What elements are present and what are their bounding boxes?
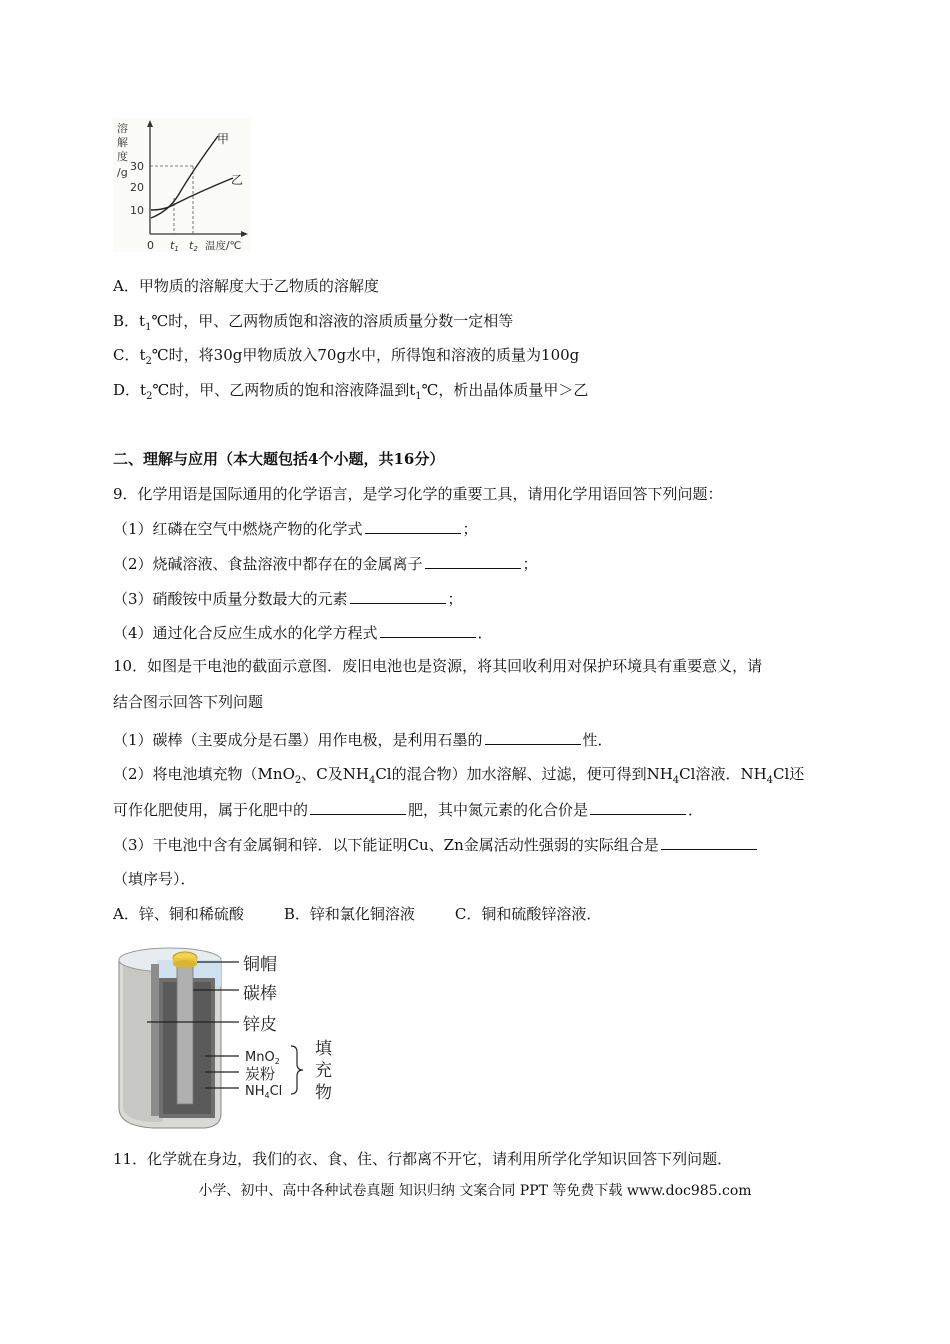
q9-part-4: （4）通过化合反应生成水的化学方程式 ． xyxy=(113,624,493,642)
page-footer: 小学、初中、高中各种试卷真题 知识归纳 文案合同 PPT 等免费下载 www.doc985.com xyxy=(198,1183,752,1199)
ylabel-char-1: 溶 xyxy=(117,122,128,135)
q10-option-c: C．铜和硫酸锌溶液． xyxy=(454,905,602,923)
zinc-shell xyxy=(151,964,159,1116)
label-nh4cl: $NH_4Cl$ xyxy=(245,1084,283,1100)
ytick-10: 10 xyxy=(130,204,144,217)
filler-char-2: 充 xyxy=(315,1061,332,1081)
curve-jia-label: 甲 xyxy=(217,132,230,146)
ylabel-char-4: /g xyxy=(117,166,128,179)
q10-part-1: （1）碳棒（主要成分是石墨）用作电极，是利用石墨的 性． xyxy=(113,731,613,749)
q9-blank-3[interactable] xyxy=(350,588,446,604)
q10-part-3-line-2: （填序号）． xyxy=(113,870,196,888)
q10-stem-line-1: 10．如图是干电池的截面示意图．废旧电池也是资源，将其回收利用对保护环境具有重要意义，请 xyxy=(113,657,763,675)
q10-stem-line-2: 结合图示回答下列问题 xyxy=(113,693,264,711)
xtick-t1: t1 xyxy=(170,239,179,252)
q9-stem: 9．化学用语是国际通用的化学语言，是学习化学的重要工具，请用化学用语回答下列问题： xyxy=(113,485,723,503)
q10-part-3: （3）干电池中含有金属铜和锌．以下能证明Cu、Zn金属活动性强弱的实际组合是 xyxy=(113,834,759,855)
q10-options xyxy=(113,904,601,924)
section-2-heading: 二、理解与应用（本大题包括4个小题，共16分） xyxy=(113,450,445,468)
q9-blank-4[interactable] xyxy=(380,622,476,638)
q8-option-b: B．$t_1℃$时，甲、乙两物质饱和溶液的溶质质量分数一定相等 xyxy=(113,312,514,333)
ytick-30: 30 xyxy=(130,160,144,173)
q10-blank-3[interactable] xyxy=(590,799,686,815)
xaxis-label: 温度/℃ xyxy=(205,240,242,252)
ylabel-char-3: 度 xyxy=(117,150,128,163)
q9-part-3: （3）硝酸铵中质量分数最大的元素 ； xyxy=(113,590,463,608)
q9-blank-2[interactable] xyxy=(425,553,521,569)
q10-part-2-line-1: （2）将电池填充物（MnO$_2$、C及$NH_4Cl$的混合物）加水溶解、过滤，便可得到$NH_4Cl$溶液．$NH_4Cl$还 xyxy=(113,765,805,786)
label-zinc-shell: 锌皮 xyxy=(243,1015,277,1035)
dry-battery-figure xyxy=(113,938,341,1133)
q11-stem: 11．化学就在身边，我们的衣、食、住、行都离不开它，请利用所学化学知识回答下列问题． xyxy=(113,1150,733,1168)
curve-yi-label: 乙 xyxy=(231,173,244,187)
q9-part-2: （2）烧碱溶液、食盐溶液中都存在的金属离子 ； xyxy=(113,555,538,573)
q10-part-2-line-2: 可作化肥使用，属于化肥中的 肥，其中氮元素的化合价是 ． xyxy=(113,801,704,819)
filler-char-1: 填 xyxy=(315,1039,332,1059)
ytick-20: 20 xyxy=(130,181,144,194)
filler-char-3: 物 xyxy=(315,1083,332,1103)
q10-blank-1[interactable] xyxy=(485,729,581,745)
q10-blank-2[interactable] xyxy=(310,799,406,815)
xtick-0: 0 xyxy=(147,239,154,252)
label-carbon-powder: 炭粉 xyxy=(245,1065,276,1083)
q9-blank-1[interactable] xyxy=(365,518,461,534)
q10-option-a: A．锌、铜和稀硫酸 xyxy=(113,905,244,923)
ylabel-char-2: 解 xyxy=(117,136,128,149)
carbon-rod xyxy=(177,966,193,1104)
q9-part-1: （1）红磷在空气中燃烧产物的化学式 ； xyxy=(113,520,478,538)
label-carbon-rod: 碳棒 xyxy=(243,984,277,1004)
q8-option-c: C．$t_2℃$时，将30g甲物质放入70g水中，所得饱和溶液的质量为100g xyxy=(113,346,580,367)
xtick-t2: t2 xyxy=(189,239,198,252)
q8-option-d: D．$t_2℃$时，甲、乙两物质的饱和溶液降温到$t_1℃$，析出晶体质量甲＞乙 xyxy=(113,381,589,402)
solubility-curve-figure xyxy=(113,118,251,252)
label-mno2: MnO$_2$ xyxy=(245,1050,280,1066)
label-copper-cap: 铜帽 xyxy=(243,955,277,975)
q10-option-b: B．锌和氯化铜溶液 xyxy=(283,905,415,923)
q8-option-a: A．甲物质的溶解度大于乙物质的溶解度 xyxy=(113,277,379,295)
q10-blank-4[interactable] xyxy=(661,834,757,850)
